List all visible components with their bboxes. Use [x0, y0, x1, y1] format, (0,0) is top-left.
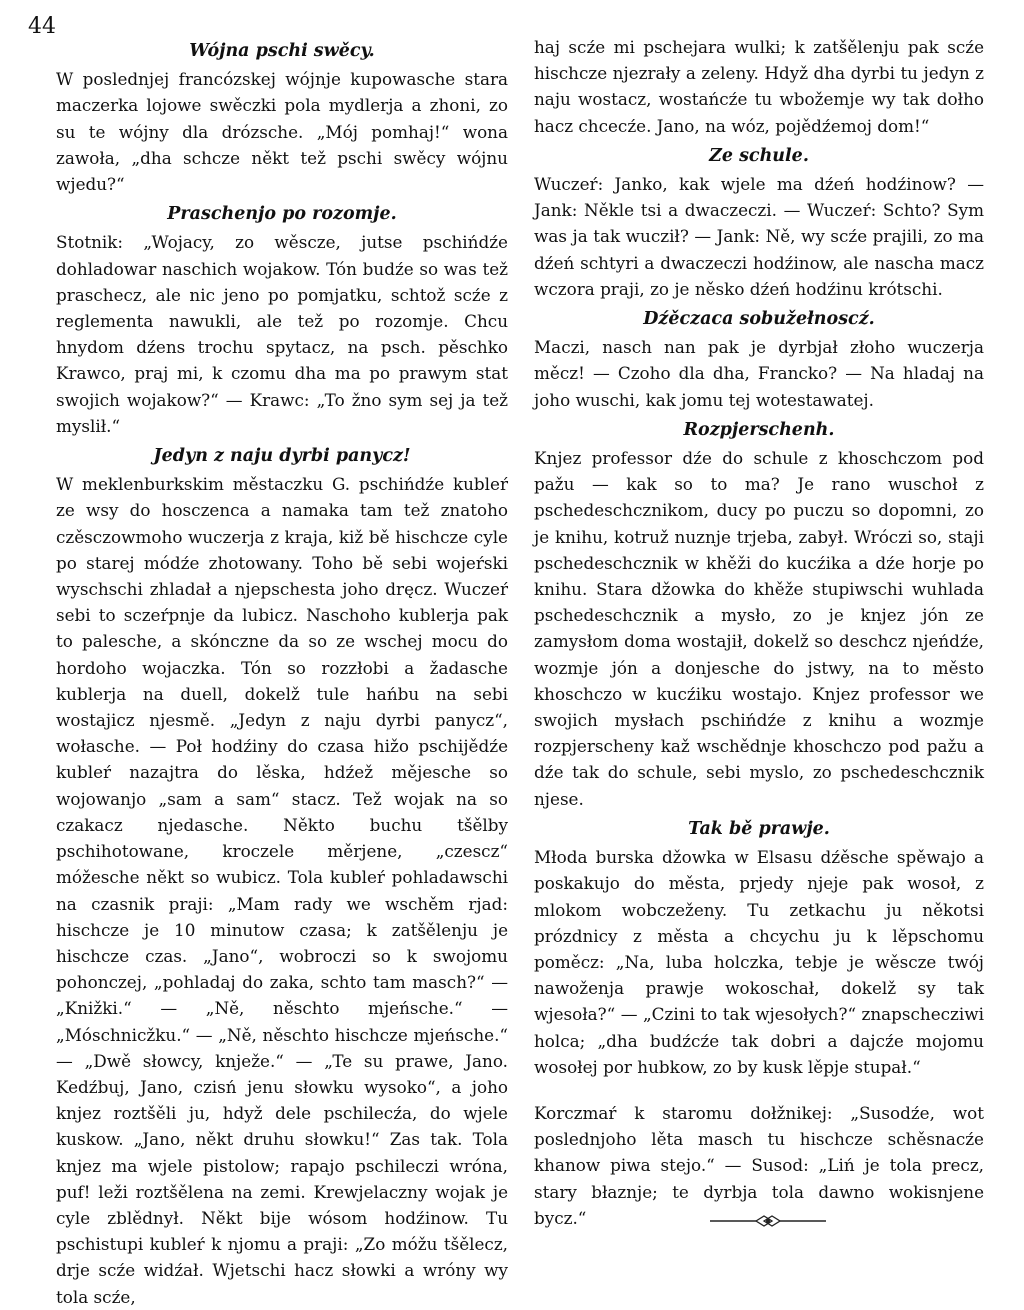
paragraph-wojna: W poslednjej francózskej wójnje kupowasche stara maczerka lojowe swěczki pola mydlerja a zhoni, zo su te wójny dla drózsche. „Mój pomhaj!“ wona zawoła, „dha schcze někt tež pschi swěcy wójnu wjedu?“ [56, 69, 508, 195]
section-gap [534, 1080, 984, 1100]
heading-ze-schule: Ze schule. [709, 145, 809, 166]
end-ornament [708, 1213, 828, 1229]
paragraph-dzeczaca: Maczi, nasch nan pak je dyrbjał złoho wuczerja měcz! — Czoho dla dha, Francko? — Na hladaj na joho wuschi, kak jomu tej wotestawatej. [534, 337, 984, 410]
left-column [56, 34, 508, 1310]
paragraph-korczmar: Korczmaŕ k staromu dołžnikej: „Susodźe, wot poslednjoho lěta masch tu hischcze schěsnacźe khanow piwa stejo.“ — Susod: „Liń je tola precz, stary błaznje; te dyrbja tola dawno wokisnjene bycz.“ [534, 1102, 984, 1228]
paragraph-praschenjo: Stotnik: „Wojacy, zo wěscze, jutse pschińdźe dohladowar naschich wojakow. Tón budźe so was tež praschecz, ale nic jeno po pomjatku, schtož scźe z reglementa nawukli, ale tež po rozomje. Chcu hnydom dźens trochu spytacz, na psch. pěschko Krawco, praj mi, k czomu dha ma po prawym stat swojich wojakow?“ — Krawc: „To žno sym sej ja tež myslił.“ [56, 232, 508, 436]
heading-wojna: Wójna pschi swěcy. [189, 41, 375, 61]
paragraph-jedyn-continued: haj scźe mi pschejara wulki; k zatšělenju pak scźe hischcze njezrały a zeleny. Hdyž dha dyrbi tu jedyn z naju wostacz, wostańcźe tu wbožemje wy tak dołho hacz chcecźe. Jano, na wóz, pojědźemoj dom!“ [534, 37, 984, 136]
heading-dzeczaca: Dźěczaca sobužełnoscź. [643, 309, 875, 330]
paragraph-jedyn: W meklenburkskim městaczku G. pschińdźe kubleŕ ze wsy do hosczenca a namaka tam tež znatoho czěsczowmoho wuczerja z kraja, kiž bě hischcze cyle po starej módźe zhotowany. Toho bě sebi wojeŕski wyschschi zhladał a njepschesta joho dręcz. Wuczeŕ sebi to sczeŕpnje da lubicz. Naschoho kublerja pak to palesche, a skónczne da so ze wschej mocu do hordoho wojaczka. Tón so rozzłobi a žadasche kublerja na duell, dokelž tule hańbu na sebi wostajicz njesmě. „Jedyn z naju dyrbi panycz“, wołasche. — Poł hodźiny do czasa hižo pschijědźe kubleŕ nazajtra do lěska, hdźež mějesche so wojowanjo „sam a sam“ stacz. Tež wojak na so czakacz njedasche. Někto buchu tšělby pschihotowane, kroczele měrjene, „czescz“ móžesche někt so wubicz. Tola kubleŕ pohladawschi na czasnik praji: „Mam rady we wschěm rjad: hischcze je 10 minutow czasa; k zatšělenju je hischcze czas. „Jano“, wobroczi so k swojomu pohonczej, „pohladaj do zaka, schto tam masch?“ — „Knižki.“ — „Ně, něschto mjeńsche.“ — „Móschnicžku.“ — „Ně, něschto hischcze mjeńsche.“ — „Dwě słowcy, knježe.“ — „Te su prawe, Jano. Kedźbuj, Jano, czisń jenu słowku wysoko“, a joho knjez roztšěli ju, hdyž dele pschilecźa, do wjele kuskow. „Jano, někt druhu słowku!“ Zas tak. Tola knjez ma wjele pistolow; rapajo pschileczi wróna, puf! leži roztšělena na zemi. Krewjelaczny wojak je cyle zblědnył. Někt bije wósom hodźinow. Tu pschistupi kubleŕ k njomu a praji: „Zo móžu tšělecz, drje scźe widźał. Wjetschi hacz słowki a wróny wy tola scźe, [56, 474, 508, 1307]
heading-tak-be-prawje: Tak bě prawje. [688, 818, 830, 839]
heading-praschenjo: Praschenjo po rozomje. [167, 204, 397, 225]
right-column [534, 34, 984, 1231]
page-number: 44 [28, 14, 56, 39]
paragraph-tak-be-prawje: Młoda burska džowka w Elsasu dźěsche spěwajo a poskakujo do města, prjedy njeje pak wosoł, z mlokom wobczeženy. Tu zetkachu ju někotsi prózdnicy z města a chcychu ju k lěpschomu poměcz: „Na, luba holczka, tebje je wěscze twój nawoženja prawje wokoschał, dokelž sy tak wjesoła?“ — „Czini to tak wjesołych?“ znapschecziwi holca; „dha budźcźe tak dobri a dajcźe mojomu wosołej por hubkow, zo by kusk lěpje stupał.“ [534, 847, 984, 1077]
paragraph-ze-schule: Wuczeŕ: Janko, kak wjele ma dźeń hodźinow? — Jank: Někle tsi a dwaczeczi. — Wuczeŕ: Schto? Sym was ja tak wucził? — Jank: Ně, wy scźe prajili, zo ma dźeń schtyri a dwaczeczi hodźinow, ale nascha macz wczora praji, zo je něsko dźeń hodźinu krótschi. [534, 174, 984, 299]
heading-rozpjerschenh: Rozpjerschenh. [683, 419, 835, 440]
heading-jedyn: Jedyn z naju dyrbi panycz! [153, 446, 411, 467]
paragraph-rozpjerschenh: Knjez professor dźe do schule z khoschczom pod pažu — kak so to ma? Je rano wuschoł z pschedeschcznikom, ducy po puczu so dopomni, zo je knihu, kotruž nuznje trjeba, zabył. Wróczi so, staji pschedeschcznik w khěži do kucźika a dźe horje po knihu. Stara džowka do khěže stupiwschi wuhlada pschedeschcznik a mysło, zo je knjez jón ze zamysłom doma wostajił, dokelž so deschcz njeńdźe, wozmje jón a donjesche do jstwy, na to město khoschczo w kucźiku wostajo. Knjez professor we swojich mysłach pschińdźe z knihu a wozmje rozpjerscheny kaž wschědnje khoschczo pod pažu a dźe tak do schule, sebi myslo, zo pschedeschcznik njese. [534, 448, 984, 809]
